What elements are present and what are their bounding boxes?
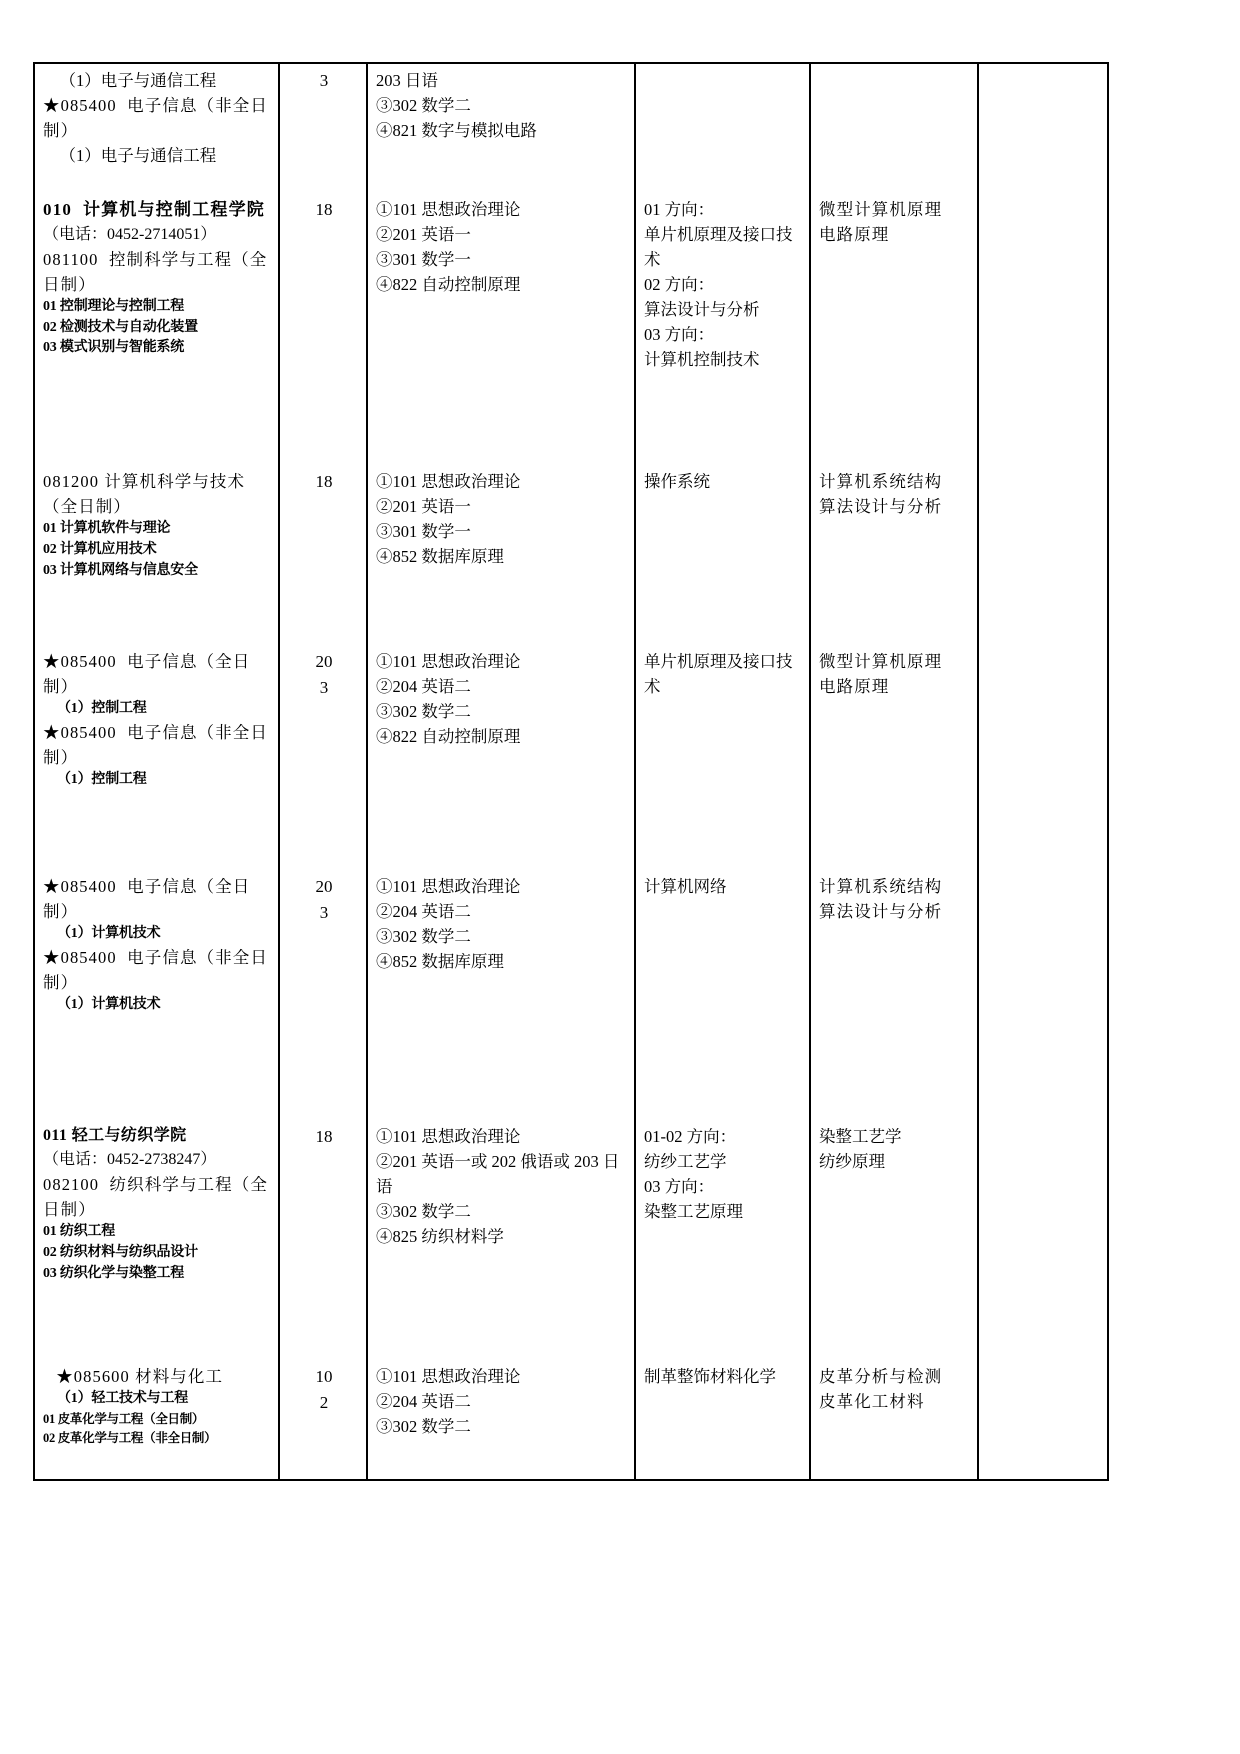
cell-exam — [367, 465, 635, 645]
makeup-line: 微型计算机原理 — [819, 652, 943, 671]
retest-line: 计算机控制技术 — [644, 350, 760, 370]
retest-line: 02 方向： — [644, 275, 715, 295]
major-line: ★085400 电子信息（非全日制） — [43, 96, 268, 141]
quota-value: 3 — [319, 902, 329, 922]
cell-major — [34, 63, 279, 193]
major-direction: 03 计算机网络与信息安全 — [43, 562, 198, 578]
exam-line: ②201 英语一 — [376, 497, 471, 517]
retest-line: 01-02 方向： — [644, 1127, 737, 1146]
major-direction: （1）计算机技术 — [57, 926, 161, 942]
makeup-line: 微型计算机原理 — [819, 200, 943, 219]
quota-value: 2 — [319, 1392, 329, 1412]
cell-quota — [279, 63, 367, 193]
retest-line: 染整工艺原理 — [644, 1202, 743, 1222]
exam-line: ④822 自动控制原理 — [376, 275, 521, 295]
department-phone: （电话：0452-2714051） — [43, 225, 217, 243]
quota-value: 18 — [315, 472, 333, 491]
exam-line: ③302 数学二 — [376, 96, 471, 116]
cell-remark — [978, 1360, 1108, 1480]
major-line: （1）电子与通信工程 — [59, 71, 217, 90]
exam-line: ①101 思想政治理论 — [376, 1367, 521, 1386]
retest-line: 单片机原理及接口技术 — [644, 652, 793, 697]
cell-remark — [978, 63, 1108, 193]
department-heading: 010 计算机与控制工程学院 — [43, 200, 265, 219]
admissions-catalog-table — [33, 62, 1109, 1481]
exam-line: ④825 纺织材料学 — [376, 1227, 504, 1247]
major-line: （1）电子与通信工程 — [59, 146, 217, 166]
cell-retest — [635, 63, 810, 193]
department-heading: 011 轻工与纺织学院 — [43, 1127, 187, 1144]
quota-value: 10 — [315, 1367, 333, 1386]
cell-makeup — [810, 1120, 978, 1360]
makeup-line: 皮革化工材料 — [819, 1392, 925, 1412]
major-direction: 02 纺织材料与纺织品设计 — [43, 1245, 198, 1261]
retest-line: 单片机原理及接口技术 — [644, 225, 793, 270]
cell-major — [34, 645, 279, 870]
exam-line: ③302 数学二 — [376, 1202, 471, 1222]
exam-line: ①101 思想政治理论 — [376, 877, 521, 896]
exam-line: ③301 数学一 — [376, 250, 471, 270]
table-row — [34, 193, 1108, 465]
cell-major — [34, 465, 279, 645]
retest-line: 制革整饰材料化学 — [644, 1367, 776, 1386]
cell-quota — [279, 870, 367, 1120]
quota-value: 20 — [315, 877, 333, 896]
makeup-line: 皮革分析与检测 — [819, 1367, 943, 1386]
retest-line: 算法设计与分析 — [644, 300, 760, 320]
table-row — [34, 1120, 1108, 1360]
major-line: ★085600 材料与化工 — [56, 1367, 224, 1386]
major-direction: 01 纺织工程 — [43, 1224, 116, 1240]
table-row — [34, 645, 1108, 870]
cell-exam — [367, 1120, 635, 1360]
major-direction: （1）控制工程 — [57, 701, 147, 717]
cell-makeup — [810, 870, 978, 1120]
cell-exam — [367, 645, 635, 870]
exam-line: 203 日语 — [376, 71, 438, 90]
quota-value: 3 — [319, 71, 329, 90]
exam-line: ②204 英语二 — [376, 677, 471, 697]
table-row — [34, 1360, 1108, 1480]
cell-exam — [367, 63, 635, 193]
quota-value: 3 — [319, 677, 329, 697]
major-direction: 03 模式识别与智能系统 — [43, 340, 185, 356]
major-direction: （1）计算机技术 — [57, 997, 161, 1013]
exam-line: ③302 数学二 — [376, 1417, 471, 1437]
exam-line: ②201 英语一或 202 俄语或 203 日语 — [376, 1152, 620, 1197]
department-phone: （电话：0452-2738247） — [43, 1151, 217, 1168]
cell-major — [34, 1360, 279, 1480]
retest-line: 操作系统 — [644, 472, 710, 491]
table-row — [34, 465, 1108, 645]
cell-retest — [635, 1360, 810, 1480]
makeup-line: 算法设计与分析 — [819, 902, 943, 922]
exam-line: ④822 自动控制原理 — [376, 727, 521, 747]
cell-remark — [978, 870, 1108, 1120]
exam-line: ④852 数据库原理 — [376, 547, 504, 567]
cell-retest — [635, 465, 810, 645]
exam-line: ②204 英语二 — [376, 1392, 471, 1412]
cell-exam — [367, 193, 635, 465]
cell-quota — [279, 1120, 367, 1360]
makeup-line: 电路原理 — [819, 225, 890, 245]
cell-makeup — [810, 1360, 978, 1480]
major-line: 081200 计算机科学与技术（全日制） — [43, 472, 246, 517]
major-direction: 01 皮革化学与工程（全日制） — [43, 1411, 205, 1426]
exam-line: ①101 思想政治理论 — [376, 1127, 521, 1146]
cell-retest — [635, 870, 810, 1120]
major-direction: 03 纺织化学与染整工程 — [43, 1265, 185, 1281]
major-direction: 01 控制理论与控制工程 — [43, 298, 185, 314]
cell-makeup — [810, 193, 978, 465]
table-row — [34, 870, 1108, 1120]
cell-exam — [367, 870, 635, 1120]
cell-retest — [635, 645, 810, 870]
cell-remark — [978, 1120, 1108, 1360]
cell-quota — [279, 193, 367, 465]
quota-value: 18 — [315, 1127, 333, 1146]
makeup-line: 电路原理 — [819, 677, 890, 697]
major-line: ★085400 电子信息（非全日制） — [43, 947, 268, 992]
cell-quota — [279, 645, 367, 870]
cell-quota — [279, 1360, 367, 1480]
retest-line: 计算机网络 — [644, 877, 727, 896]
makeup-line: 染整工艺学 — [819, 1127, 902, 1146]
quota-value: 18 — [315, 200, 333, 219]
cell-makeup — [810, 645, 978, 870]
makeup-line: 计算机系统结构 — [819, 472, 943, 491]
exam-line: ①101 思想政治理论 — [376, 472, 521, 491]
major-direction: （1）控制工程 — [57, 772, 147, 788]
major-direction: 02 检测技术与自动化装置 — [43, 319, 198, 335]
major-direction: 02 计算机应用技术 — [43, 541, 157, 557]
major-direction: 01 计算机软件与理论 — [43, 521, 171, 537]
major-line: ★085400 电子信息（全日制） — [43, 877, 251, 922]
major-direction: 02 皮革化学与工程（非全日制） — [43, 1430, 217, 1445]
catalog-page — [33, 62, 1107, 1481]
major-line: ★085400 电子信息（全日制） — [43, 652, 251, 697]
catalog-body — [34, 63, 1108, 1480]
retest-line: 03 方向： — [644, 325, 715, 345]
cell-major — [34, 1120, 279, 1360]
exam-line: ③302 数学二 — [376, 702, 471, 722]
table-row — [34, 63, 1108, 193]
exam-line: ③301 数学一 — [376, 522, 471, 542]
exam-line: ③302 数学二 — [376, 927, 471, 947]
cell-makeup — [810, 63, 978, 193]
cell-major — [34, 193, 279, 465]
cell-exam — [367, 1360, 635, 1480]
cell-remark — [978, 465, 1108, 645]
retest-line: 03 方向： — [644, 1177, 715, 1197]
cell-retest — [635, 193, 810, 465]
retest-line: 纺纱工艺学 — [644, 1152, 727, 1172]
exam-line: ②201 英语一 — [376, 225, 471, 245]
quota-value: 20 — [315, 652, 333, 671]
major-line: 082100 纺织科学与工程（全日制） — [43, 1175, 268, 1220]
exam-line: ①101 思想政治理论 — [376, 652, 521, 671]
makeup-line: 纺纱原理 — [819, 1152, 885, 1172]
cell-retest — [635, 1120, 810, 1360]
major-line: 081100 控制科学与工程（全日制） — [43, 249, 268, 294]
exam-line: ④852 数据库原理 — [376, 952, 504, 972]
major-line: ★085400 电子信息（非全日制） — [43, 722, 268, 767]
makeup-line: 算法设计与分析 — [819, 497, 943, 517]
cell-remark — [978, 645, 1108, 870]
cell-makeup — [810, 465, 978, 645]
cell-quota — [279, 465, 367, 645]
exam-line: ①101 思想政治理论 — [376, 200, 521, 219]
exam-line: ④821 数字与模拟电路 — [376, 121, 537, 141]
retest-line: 01 方向： — [644, 200, 715, 219]
cell-major — [34, 870, 279, 1120]
makeup-line: 计算机系统结构 — [819, 877, 943, 896]
cell-remark — [978, 193, 1108, 465]
major-direction: （1）轻工技术与工程 — [57, 1391, 188, 1407]
exam-line: ②204 英语二 — [376, 902, 471, 922]
